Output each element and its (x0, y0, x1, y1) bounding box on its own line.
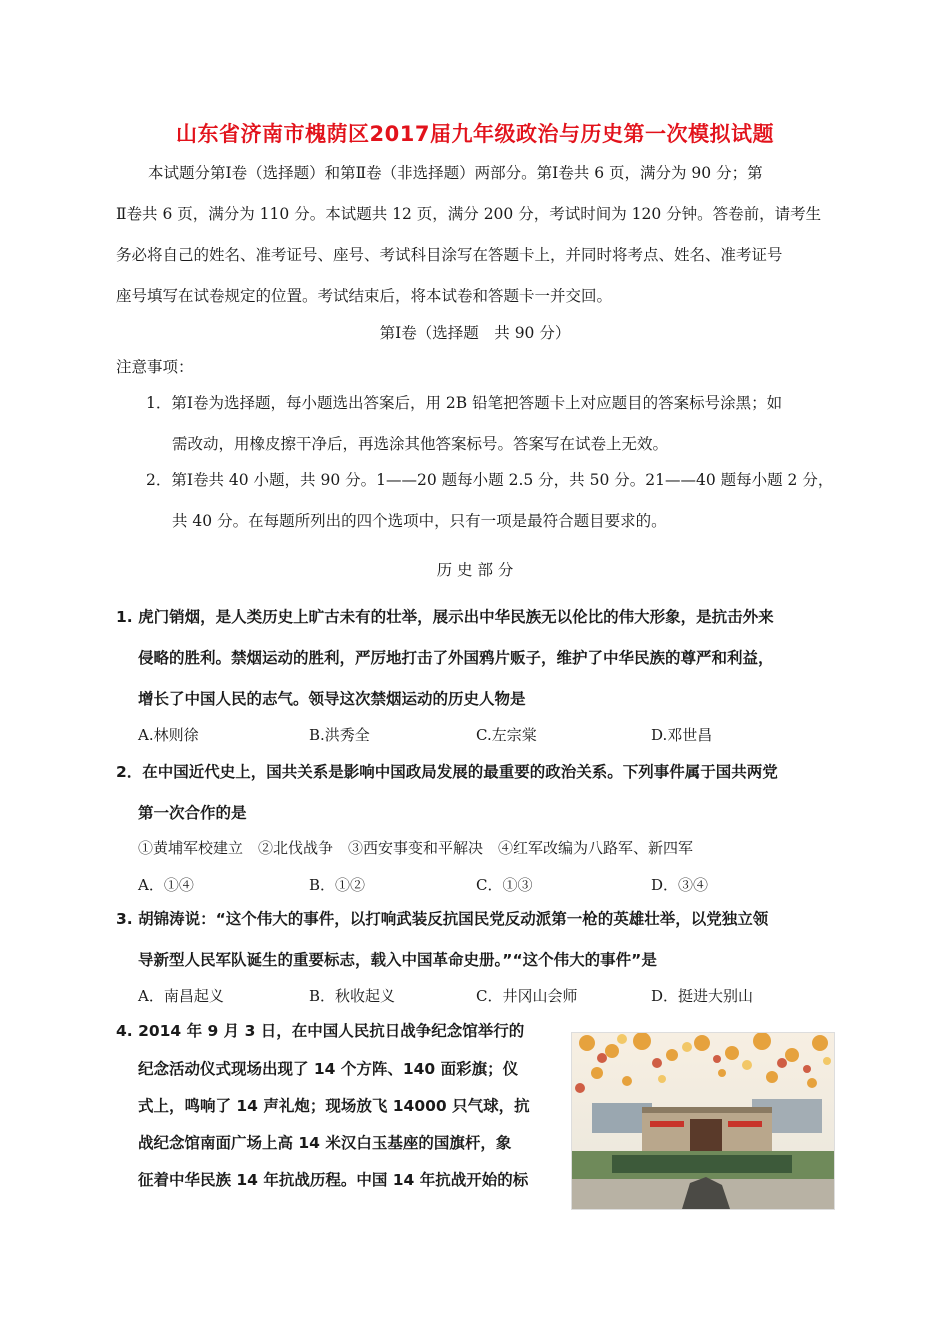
intro-line-1: 本试题分第Ⅰ卷（选择题）和第Ⅱ卷（非选择题）两部分。第Ⅰ卷共 6 页，满分为 90 分；第 (148, 164, 763, 182)
q3-option-c: C．井冈山会师 (476, 987, 578, 1005)
intro-line-4: 座号填写在试卷规定的位置。考试结束后，将本试卷和答题卡一并交回。 (116, 287, 613, 305)
q1-option-c: C.左宗棠 (476, 726, 537, 744)
q2-option-a: A．①④ (138, 876, 194, 894)
q3-option-b: B．秋收起义 (309, 987, 396, 1005)
section-heading: 第Ⅰ卷（选择题 共 90 分） (379, 324, 571, 342)
q1-option-b: B.洪秀全 (309, 726, 370, 744)
q2-line-2: 第一次合作的是 (138, 804, 247, 822)
exam-title: 山东省济南市槐荫区2017届九年级政治与历史第一次模拟试题 (176, 122, 774, 146)
notice-label: 注意事项： (116, 358, 194, 376)
q2-option-d: D．③④ (651, 876, 709, 894)
q3-option-a: A．南昌起义 (138, 987, 224, 1005)
q2-option-b: B．①② (309, 876, 366, 894)
q4-line-2: 纪念活动仪式现场出现了 14 个方阵、140 面彩旗；仪 (138, 1060, 519, 1078)
q4-line-1: 4. 2014 年 9 月 3 日，在中国人民抗日战争纪念馆举行的 (116, 1022, 525, 1040)
part-heading: 历 史 部 分 (436, 561, 514, 579)
q3-line-1: 3. 胡锦涛说：“这个伟大的事件，以打响武装反抗国民党反动派第一枪的英雄壮举，以党独立领 (116, 910, 769, 928)
q2-line-1: 2．在中国近代史上，国共关系是影响中国政局发展的最重要的政治关系。下列事件属于国共两党 (116, 763, 778, 781)
q4-line-3: 式上，鸣响了 14 声礼炮；现场放飞 14000 只气球，抗 (138, 1097, 530, 1115)
q3-line-2: 导新型人民军队诞生的重要标志，载入中国革命史册。”“这个伟大的事件”是 (138, 951, 657, 969)
q1-line-1: 1. 虎门销烟，是人类历史上旷古未有的壮举，展示出中华民族无以伦比的伟大形象，是抗击外来 (116, 608, 774, 626)
intro-line-3: 务必将自己的姓名、准考证号、座号、考试科目涂写在答题卡上，并同时将考点、姓名、准考证号 (116, 246, 783, 264)
q4-line-4: 战纪念馆南面广场上高 14 米汉白玉基座的国旗杆，象 (138, 1134, 512, 1152)
q1-option-d: D.邓世昌 (651, 726, 713, 744)
notice-line-3: 2．第Ⅰ卷共 40 小题，共 90 分。1——20 题每小题 2.5 分，共 50 分。21——40 题每小题 2 分， (146, 471, 834, 489)
q1-line-3: 增长了中国人民的志气。领导这次禁烟运动的历史人物是 (138, 690, 526, 708)
q2-items: ①黄埔军校建立 ②北伐战争 ③西安事变和平解决 ④红军改编为八路军、新四军 (138, 839, 694, 857)
q1-option-a: A.林则徐 (138, 726, 199, 744)
notice-line-4: 共 40 分。在每题所列出的四个选项中，只有一项是最符合题目要求的。 (172, 512, 667, 530)
q1-line-2: 侵略的胜利。禁烟运动的胜利，严厉地打击了外国鸦片贩子，维护了中华民族的尊严和利益， (138, 649, 774, 667)
intro-line-2: Ⅱ卷共 6 页，满分为 110 分。本试题共 12 页，满分 200 分，考试时间为 120 分钟。答卷前，请考生 (116, 205, 822, 223)
q4-line-5: 征着中华民族 14 年抗战历程。中国 14 年抗战开始的标 (138, 1171, 529, 1189)
q3-option-d: D．挺进大别山 (651, 987, 754, 1005)
notice-line-2: 需改动，用橡皮擦干净后，再选涂其他答案标号。答案写在试卷上无效。 (172, 435, 669, 453)
q2-option-c: C．①③ (476, 876, 533, 894)
notice-line-1: 1．第Ⅰ卷为选择题，每小题选出答案后，用 2B 铅笔把答题卡上对应题目的答案标号涂黑；如 (146, 394, 783, 412)
memorial-photo (571, 1032, 835, 1210)
